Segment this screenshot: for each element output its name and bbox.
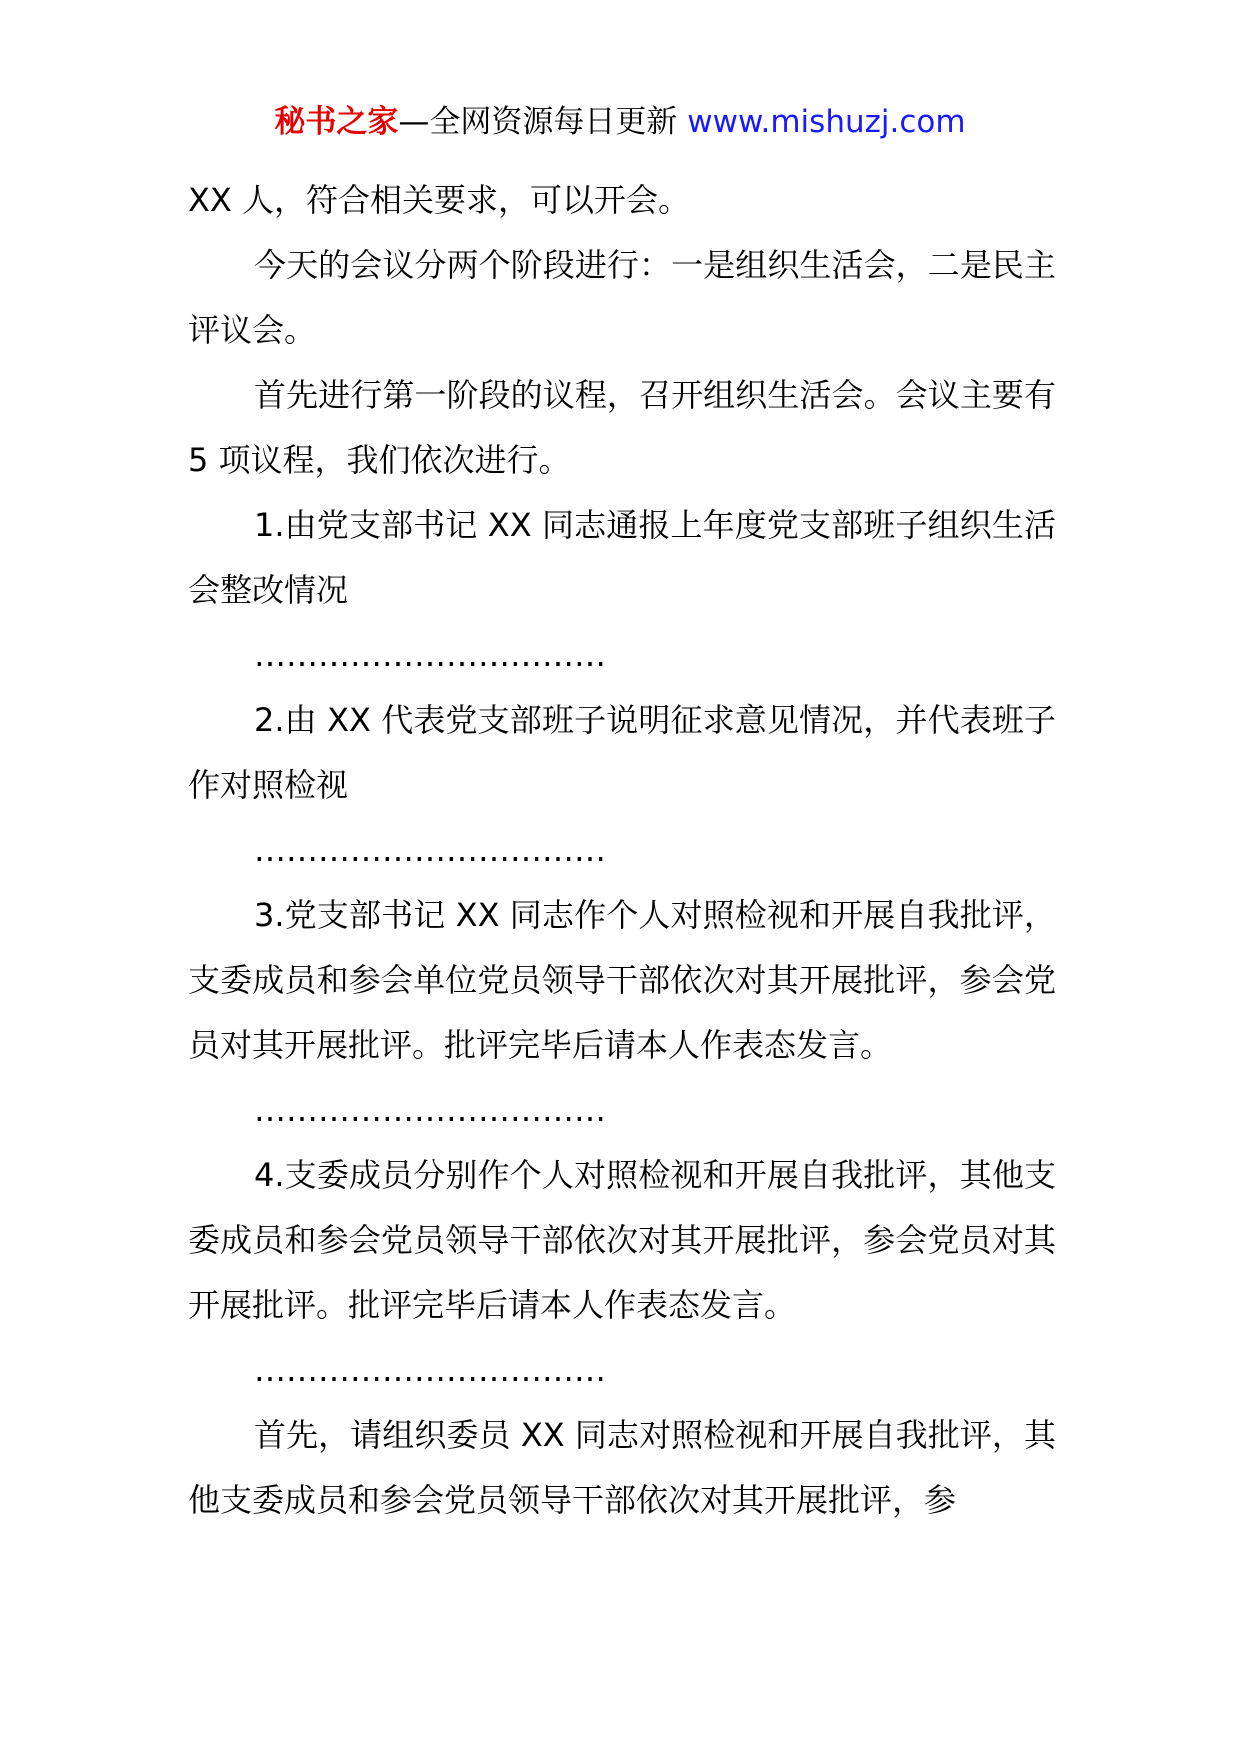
agenda-item-2: 2.由 XX 代表党支部班子说明征求意见情况，并代表班子作对照检视	[188, 701, 1056, 804]
paragraph-2: 今天的会议分两个阶段进行：一是组织生活会，二是民主评议会。	[188, 246, 1056, 349]
agenda-item-3: 3.党支部书记 XX 同志作个人对照检视和开展自我批评，支委成员和参会单位党员领导干部依次对其开展批评，参会党员对其开展批评。批评完毕后请本人作表态发言。	[188, 896, 1056, 1064]
ellipsis-divider-2: ……………………………	[254, 831, 606, 869]
header-tagline: —全网资源每日更新	[398, 104, 688, 140]
paragraph-final: 首先，请组织委员 XX 同志对照检视和开展自我批评，其他支委成员和参会党员领导干部依次对其开展批评，参	[188, 1416, 1056, 1519]
paragraph-3: 首先进行第一阶段的议程，召开组织生活会。会议主要有 5 项议程，我们依次进行。	[188, 376, 1056, 479]
site-header	[0, 100, 1240, 144]
ellipsis-divider-3: ……………………………	[254, 1091, 606, 1129]
agenda-item-1: 1.由党支部书记 XX 同志通报上年度党支部班子组织生活会整改情况	[188, 506, 1056, 609]
site-url-link[interactable]: www.mishuzj.com	[687, 104, 966, 140]
brand-name: 秘书之家	[274, 104, 399, 140]
ellipsis-divider-1: ……………………………	[254, 636, 606, 674]
agenda-item-4: 4.支委成员分别作个人对照检视和开展自我批评，其他支委成员和参会党员领导干部依次对其开展批评，参会党员对其开展批评。批评完毕后请本人作表态发言。	[188, 1156, 1056, 1324]
paragraph-1: XX 人，符合相关要求，可以开会。	[188, 181, 691, 219]
ellipsis-divider-4: ……………………………	[254, 1351, 606, 1389]
document-body	[188, 168, 1056, 1533]
